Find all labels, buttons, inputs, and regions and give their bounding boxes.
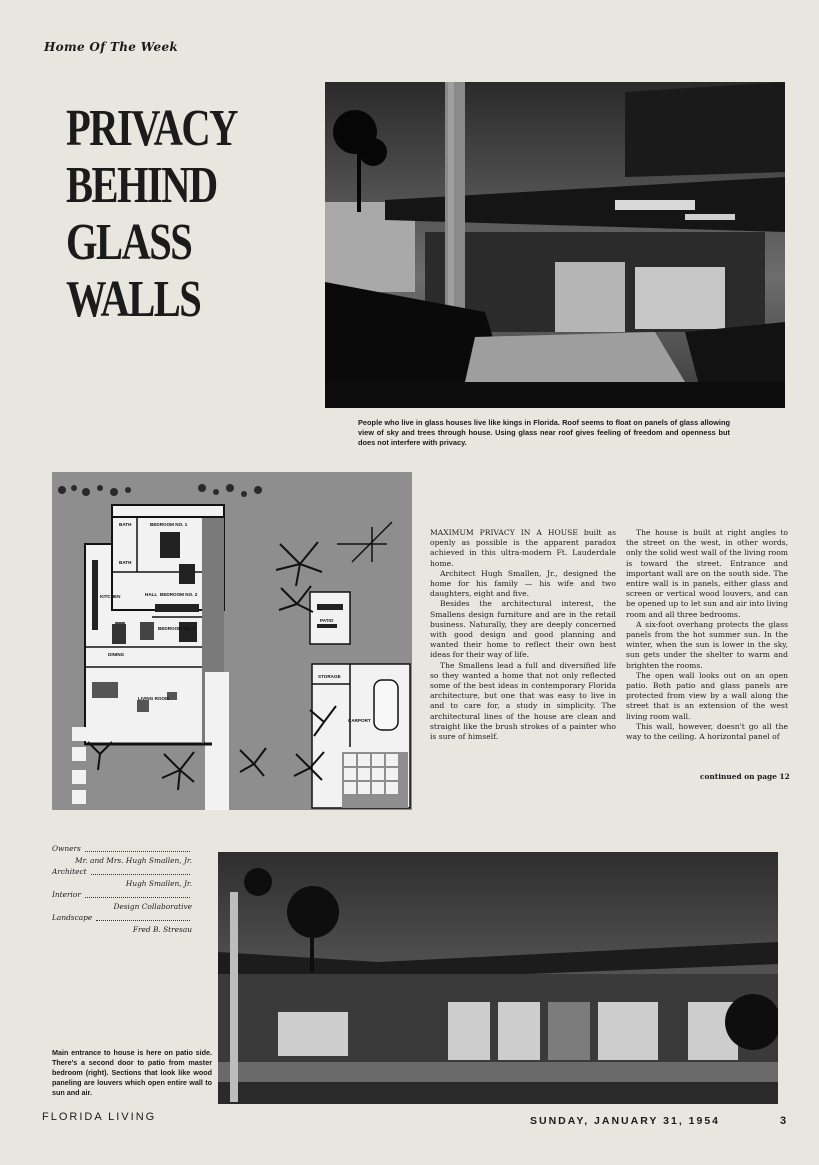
article-paragraph: A six-foot overhang protects the glass panels from the hot summer sun. In the winter, when the sun is lower in the sky, sun gets under the shelter to warm and brighten the rooms. — [626, 619, 788, 670]
floor-plan — [52, 472, 412, 810]
headline-line: GLASS — [66, 214, 192, 271]
plan-label-patio: PATIO — [320, 618, 334, 623]
credit-role: Architect — [52, 866, 192, 878]
plan-label-dining: DINING — [108, 652, 125, 657]
credit-role: Landscape — [52, 912, 192, 924]
credits-list — [52, 843, 192, 935]
continued-link[interactable]: continued on page 12 — [700, 772, 790, 781]
article-paragraph: The house is built at right angles to the street on the west, in other words, only the solid west wall of the living room is toward the street. Entrance and important wall are on the south side. The entire wall is in panels, either glass and screen or vertical wood louvers, and can be opened up to let sun and air into living room and all three bedrooms. — [626, 528, 788, 619]
article-paragraph: Architect Hugh Smallen, Jr., designed the home for his family — his wife and two daughters, eight and five. — [430, 568, 616, 599]
credit-name: Design Collaborative — [113, 901, 192, 911]
plan-label-bedroom-2: BEDROOM NO. 2 — [160, 592, 198, 597]
credit-name: Fred B. Stresau — [132, 924, 192, 934]
credit-role: Owners — [52, 843, 192, 855]
page-number: 3 — [780, 1115, 787, 1127]
credit-role: Interior — [52, 889, 192, 901]
plan-label-carport: CARPORT — [348, 718, 371, 723]
issue-date: SUNDAY, JANUARY 31, 1954 — [530, 1115, 721, 1127]
plan-label-bath: BATH — [119, 522, 132, 527]
photo-top-caption: People who live in glass houses live like kings in Florida. Roof seems to float on panels of glass allowing view of sky and trees through house. Using glass near roof gives feeling of freedom and openness but does not interfere with privacy. — [358, 418, 730, 447]
article-column-1 — [430, 528, 616, 742]
credit-name: Hugh Smallen, Jr. — [125, 878, 192, 888]
publication-name: FLORIDA LIVING — [42, 1111, 157, 1123]
floor-plan-drawing — [52, 472, 412, 810]
article-paragraph: The open wall looks out on an open patio. Both patio and glass panels are protected from view by a wall along the street that is an extension of the west living room wall. — [626, 670, 788, 721]
article-paragraph: This wall, however, doesn't go all the way to the ceiling. A horizontal panel of — [626, 721, 788, 742]
plan-label-kitchen: KITCHEN — [100, 594, 121, 599]
plan-label-storage: STORAGE — [318, 674, 341, 679]
headline-line: WALLS — [66, 271, 201, 328]
plan-label-bath-2: BATH — [119, 560, 132, 565]
article-paragraph: The Smallens lead a full and diversified life so they wanted a home that not only reflected some of the best ideas in contemporary Florida architecture, but one that was easy to live in and to care for, a study in simplicity. The architectural lines of the house are clean and straight like the brush strokes of a painter who is sure of himself. — [430, 660, 616, 742]
plan-label-bedroom-3: BEDROOM NO. 3 — [158, 626, 196, 631]
house-exterior-photo-top — [325, 82, 785, 408]
article-column-2 — [626, 528, 788, 742]
credit-name: Mr. and Mrs. Hugh Smallen, Jr. — [75, 855, 192, 865]
car-icon — [374, 680, 398, 730]
section-kicker: Home Of The Week — [44, 40, 178, 54]
photo-bottom-image — [218, 852, 778, 1104]
headline-line: BEHIND — [66, 157, 217, 214]
plan-label-hall: HALL — [145, 592, 158, 597]
headline-line: PRIVACY — [66, 100, 237, 157]
article-paragraph: MAXIMUM PRIVACY IN A HOUSE built as openly as possible is the apparent paradox achieved in this ultra-modern Ft. Lauderdale home. — [430, 528, 616, 568]
headline — [66, 100, 237, 328]
photo-bottom-caption: Main entrance to house is here on patio side. There's a second door to patio from master bedroom (right). Sections that look like wood paneling are louvers which open entire wall to sun and air. — [52, 1048, 212, 1097]
article-paragraph: Besides the architectural interest, the Smallens design furniture and are in the retail business. Naturally, they are deeply concerned with good design and good planning and wanted their home to reflect their own best ideas for their way of life. — [430, 599, 616, 660]
house-exterior-photo-bottom — [218, 852, 778, 1104]
plan-label-living-room: LIVING ROOM — [138, 696, 169, 701]
plan-label-bedroom-1: BEDROOM NO. 1 — [150, 522, 188, 527]
photo-top-image — [325, 82, 785, 408]
